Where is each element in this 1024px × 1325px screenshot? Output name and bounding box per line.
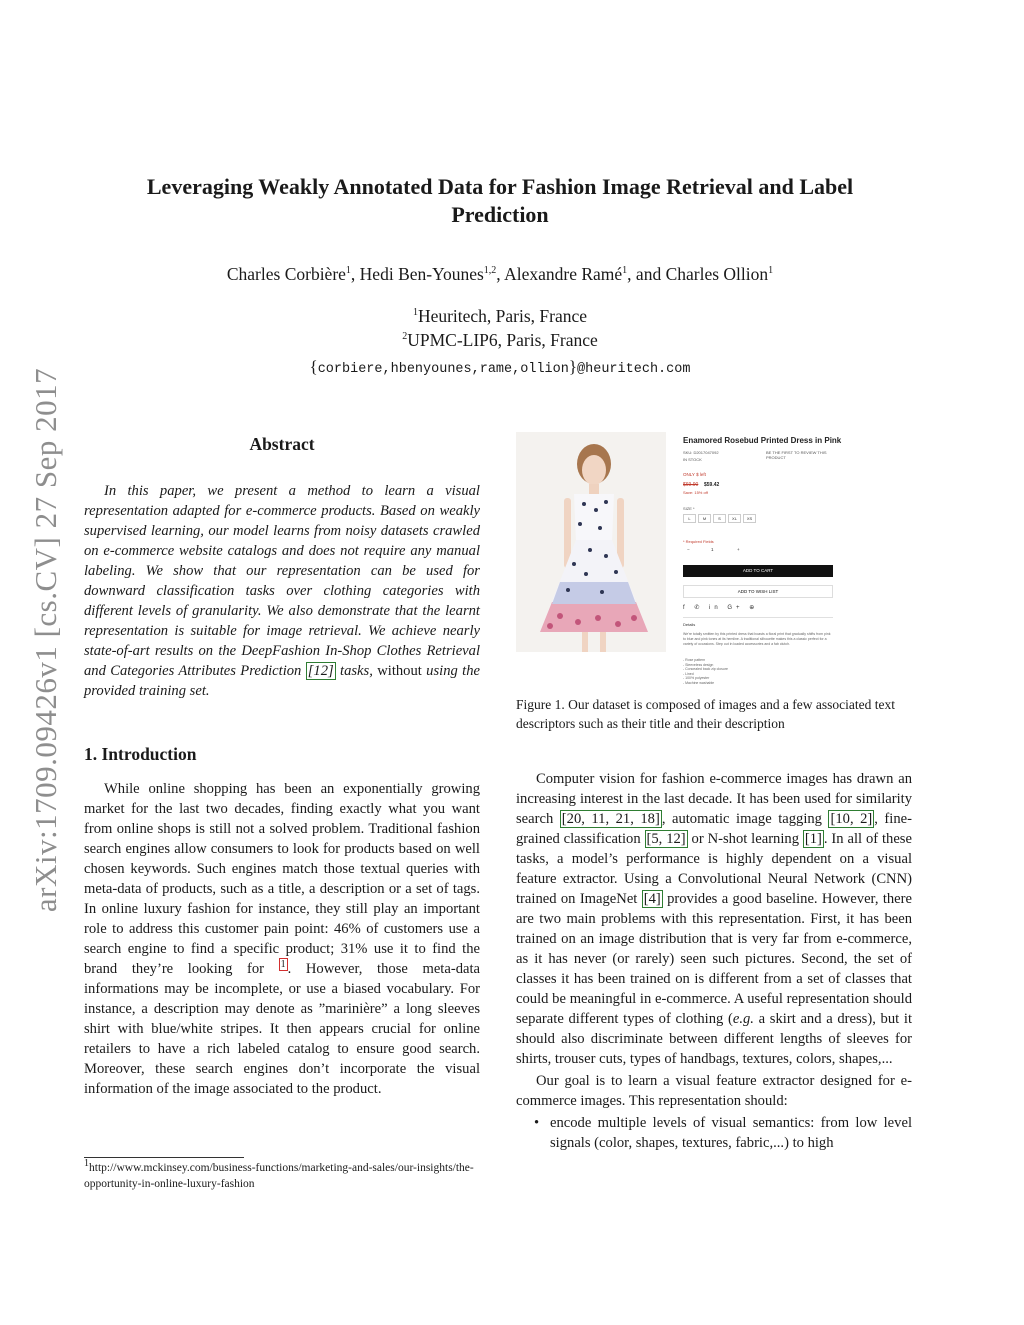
footnote-link[interactable]: 1: [280, 959, 286, 971]
size-option[interactable]: XL: [728, 514, 741, 523]
social-share-icons[interactable]: f ✆ in G+ ⊕: [683, 605, 759, 611]
abstract-heading: Abstract: [249, 434, 315, 454]
bullet-item: • encode multiple levels of visual semantics: from low level signals (color, shapes, textures, fabric,...) to high: [534, 1115, 912, 1151]
product-title: Enamored Rosebud Printed Dress in Pink: [683, 436, 842, 445]
figure-caption: Figure 1. Our dataset is composed of images and a few associated text descriptors such as their title and their description: [516, 697, 896, 731]
sale-label: ONLY $ left: [683, 472, 706, 477]
size-options: [683, 514, 763, 524]
size-label: SIZE *: [683, 506, 695, 511]
footnote: $^1$http://www.mckinsey.com/business-functions/marketing-and-sales/our-insights/the-opportunity-in-online-luxury-fashion: [84, 1158, 474, 1190]
review-link[interactable]: BE THE FIRST TO REVIEW THIS PRODUCT: [766, 450, 827, 460]
details-description: We're totally smitten by this printed dress that boasts a floral print that gradually shifts from pink to blue and pink tones at its hemline. A traditional silhouette makes this a classic perfect for a variety of occasions. Step out in loaded accessories and a fab clutch.: [683, 632, 831, 646]
abstract-text: In this paper, we present a method to learn a visual representation adapted for e-commerce products. Based on weakly supervised learning, our model learns from noisy datasets crawled on e-commerce website catalogs and does not require any manual labeling. We show that our representation can be used for downward classification tasks over clothing categories with different levels of granularity. We also demonstrate that the learnt representation is suitable for image retrieval. We achieve nearly state-of-art results on the DeepFashion In-Shop Clothes Retrieval and Categories Attributes Prediction [12] tasks, without using the provided training set.: [84, 483, 480, 699]
new-price: $59.42: [704, 482, 720, 488]
citation-link[interactable]: [12]: [307, 663, 334, 679]
old-price: $69.90: [683, 482, 699, 488]
stock-status: IN STOCK: [683, 457, 702, 462]
divider: [683, 617, 833, 618]
required-fields-note: * Required Fields: [683, 539, 714, 544]
details-list: - Rose pattern - Sleeveless design - Concealed back zip closure - Lined - 100% polyester - Machine washable: [683, 658, 728, 685]
add-to-wishlist-button[interactable]: ADD TO WISH LIST: [683, 585, 833, 598]
save-text: Save: 15% off: [683, 490, 708, 495]
plus-icon[interactable]: +: [737, 547, 740, 552]
author-emails: {corbiere,hbenyounes,rame,ollion}@heuritech.com: [309, 357, 691, 377]
author-name: Charles Ollion: [665, 264, 769, 284]
arxiv-identifier-stamp: arXiv:1709.09426v1 [cs.CV] 27 Sep 2017: [28, 367, 63, 913]
citation-link[interactable]: [4]: [643, 891, 661, 907]
bullet-icon: •: [534, 1115, 540, 1131]
author-name: Charles Corbière: [226, 264, 346, 284]
minus-icon[interactable]: −: [687, 547, 690, 552]
right-column-text: Computer vision for fashion e-commerce images has drawn an increasing interest in the last decade. It has been used for similarity search [20, 11, 21, 18] , automatic image tagging [10, 2] , fine-grained classification [5, 12] or N-shot learning [1] . In all of these tasks, a model’s performance is highly dependent on a visual feature extractor. Using a Convolutional Neural Network (CNN) trained on ImageNet [4] provides a good baseline. However, there are two main problems with this representation. First, it has been trained on an image distribution that is very far from e-commerce, as it has never (or rarely) seen such pictures. Second, the set of classes it has been trained on is different from a set of classes that could be meaningful in e-commerce. A useful representation should separate different types of clothing (e.g. a skirt and a dress), but it should also discriminate between different lengths of sleeves for shirts, trouser cuts, types of handbags, textures, colors, shapes,... Our goal is to learn a visual feature extractor designed for e-commerce images. This representation should: • encode multiple levels of visual semantics: from low level signals (color, shapes, textures, fabric,...) to high: [516, 771, 912, 1151]
citation-link[interactable]: [1]: [804, 831, 822, 847]
introduction-text: While online shopping has been an exponentially growing market for the last two decades, finding exactly what you want from online shops is still not a solved problem. Traditional fashion search engines allow consumers to look for products based on well chosen keywords. Such engines match those textual queries with meta-data of products, such as a title, a description or a set of tags. In online luxury fashion for instance, they still play an important role to address this customer pain point: 46% of customers use a search engine to find a specific product; 31% use it to find the brand they’re looking for $^1$ . However, those meta-data informations may be incomplete, or use a biased vocabulary. For instance, a description may denote as ”marinière” a long sleeves shirt with blue/white stripes. It then appears crucial for online retailers to have a rich labeled catalog to ensure good search. Moreover, these search engines don’t incorporate the visual information of the image associated to the product.: [84, 781, 480, 1097]
citation-link[interactable]: [10, 2]: [830, 811, 873, 827]
dress-photo: [516, 432, 666, 652]
figure-product-page: [516, 432, 846, 690]
paper-title: Leveraging Weakly Annotated Data for Fashion Image Retrieval and Label Prediction: [146, 174, 854, 227]
add-to-cart-button[interactable]: ADD TO CART: [683, 565, 833, 577]
affiliation: $^1$Heuritech, Paris, France: [412, 306, 588, 326]
size-option[interactable]: M: [698, 514, 711, 523]
author-name: Hedi Ben-Younes: [359, 264, 484, 284]
details-tab[interactable]: Details: [683, 622, 696, 627]
product-sku: SKU: D2017047092: [683, 450, 719, 455]
section-heading: 1. Introduction: [84, 744, 197, 764]
quantity-stepper[interactable]: − 1 +: [687, 547, 740, 552]
affiliation: $^2$UPMC-LIP6, Paris, France: [402, 330, 598, 350]
author-name: Alexandre Ramé: [504, 264, 623, 284]
author-list: Charles Corbière$^1$, Hedi Ben-Younes$^{1,2}$, Alexandre Ramé$^1$, and Charles Ollion$^1$: [226, 264, 774, 284]
size-option[interactable]: L: [683, 514, 696, 523]
citation-link[interactable]: [5, 12]: [646, 831, 686, 847]
size-option[interactable]: S: [713, 514, 726, 523]
citation-link[interactable]: [20, 11, 21, 18]: [561, 811, 660, 827]
footnote-divider: [84, 1157, 244, 1158]
size-option[interactable]: XS: [743, 514, 756, 523]
